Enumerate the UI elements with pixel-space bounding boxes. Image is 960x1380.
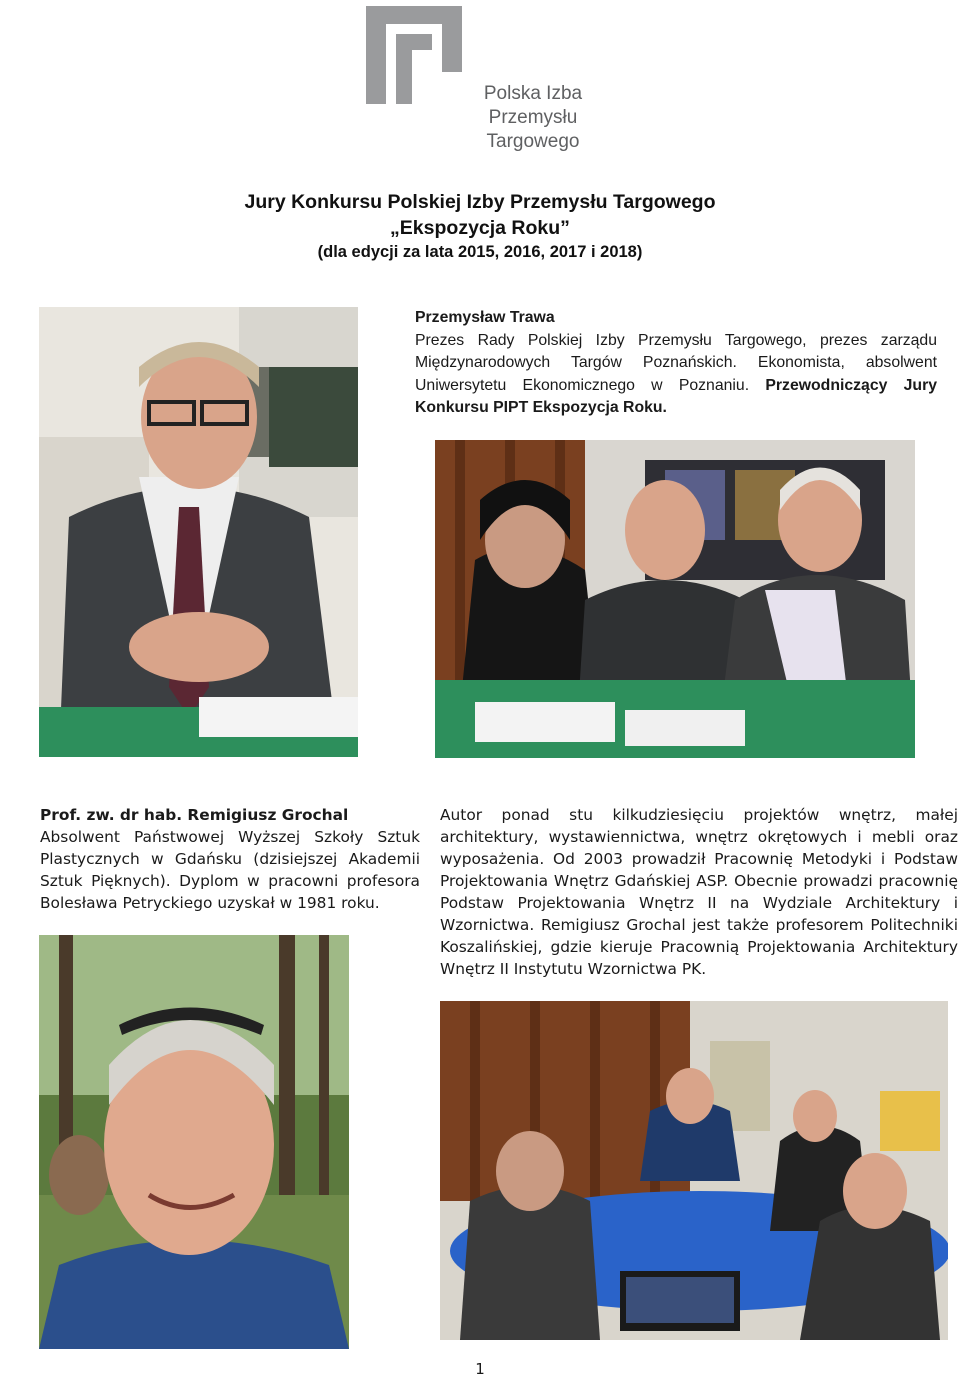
photo-trawa-portrait xyxy=(39,307,358,757)
page-subtitle: „Ekspozycja Roku” xyxy=(390,217,570,239)
logo-icon xyxy=(366,6,462,104)
logo-text xyxy=(468,82,598,154)
logo-line-3: Targowego xyxy=(486,131,580,152)
trawa-name: Przemysław Trawa xyxy=(415,309,555,326)
grochal-description-right: Autor ponad stu kilkudziesięciu projektów wnętrz, małej architektury, wystawiennictwa, wnętrz okrętowych i mebli oraz wyposażenia. Od 2003 prowadził Pracownię Metodyki i Podstaw Projektowania Wnętrz Gdańskiej ASP. Obecnie prowadzi pracownię Podstaw Projektowania Wnętrz II na Wydziale Architektury i Wzornictwa. Remigiusz Grochal jest także profesorem Politechniki Koszalińskiej, gdzie kieruje Pracownią Projektowania Architektury Wnętrz II Instytutu Wzornictwa PK. xyxy=(440,806,958,978)
page-title: Jury Konkursu Polskiej Izby Przemysłu Targowego xyxy=(244,191,716,213)
photo-grochal-portrait xyxy=(39,935,349,1349)
grochal-bio-left xyxy=(40,804,420,914)
grochal-bio-right xyxy=(440,804,958,980)
page-number: 1 xyxy=(475,1360,485,1378)
trawa-role: Przewodniczący Jury Konkursu PIPT Ekspozycja Roku. xyxy=(415,376,938,416)
photo-jury-meeting xyxy=(435,440,915,758)
grochal-name: Prof. zw. dr hab. Remigiusz Grochal xyxy=(40,806,349,824)
logo-line-2: Przemysłu xyxy=(488,107,578,128)
grochal-description-left: Absolwent Państwowej Wyższej Szkoły Sztuk Plastycznych w Gdańsku (dzisiejszej Akademii Sztuk Pięknych). Dyplom w pracowni profesora Bolesława Petryckiego uzyskał w 1981 roku. xyxy=(40,828,420,912)
photo-round-table-meeting xyxy=(440,1001,948,1340)
trawa-description: Prezes Rady Polskiej Izby Przemysłu Targowego, prezes zarządu Międzynarodowych Targów Poznańskich. Ekonomista, absolwent Uniwersytetu Ekonomicznego w Poznaniu. xyxy=(415,331,937,394)
trawa-bio xyxy=(415,307,937,420)
logo-line-1: Polska Izba xyxy=(483,83,583,104)
logo-mark xyxy=(366,6,462,104)
edition-years: (dla edycji za lata 2015, 2016, 2017 i 2018) xyxy=(317,243,643,261)
